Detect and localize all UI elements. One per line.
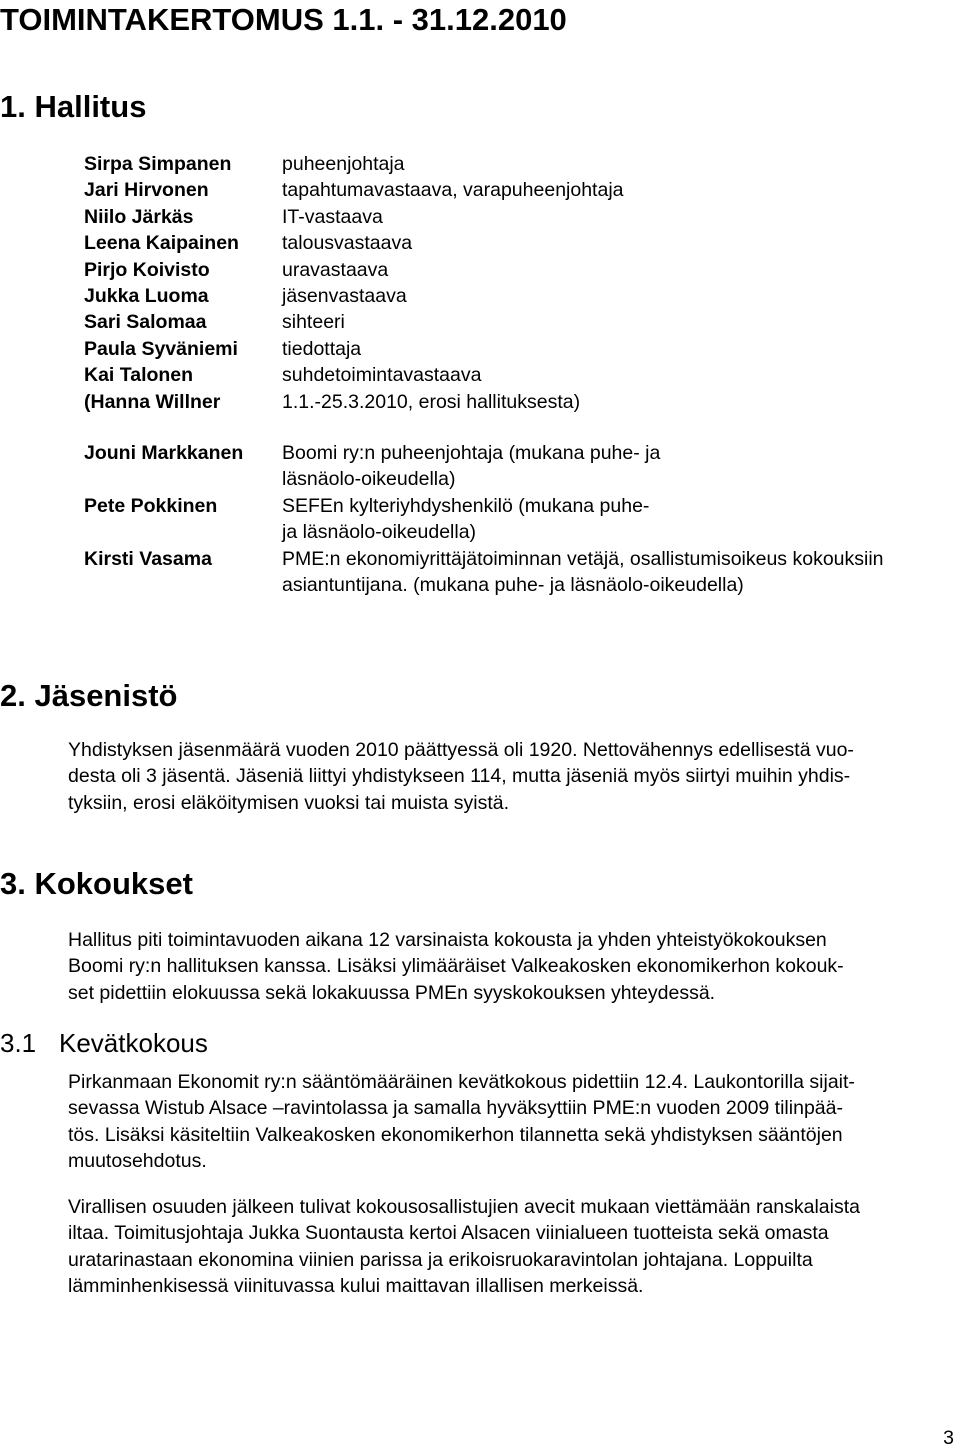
member-name: Jukka Luoma: [84, 285, 209, 308]
role-line: PME:n ekonomiyrittäjätoiminnan vetäjä, osallistumisoikeus kokouksiin: [282, 547, 884, 570]
board-member-row: [84, 151, 944, 177]
paragraph-line: Boomi ry:n hallituksen kanssa. Lisäksi ylimääräiset Valkeakosken ekonomikerhon kokouk-: [68, 955, 844, 978]
member-name: Paula Syväniemi: [84, 337, 238, 360]
paragraph-line: sevassa Wistub Alsace –ravintolassa ja samalla hyväksyttiin PME:n vuoden 2009 tilinpää-: [68, 1097, 843, 1120]
board-member-row: [84, 389, 944, 415]
member-role: jäsenvastaava: [282, 285, 407, 308]
representative-name: Jouni Markkanen: [84, 442, 244, 464]
paragraph-line: Yhdistyksen jäsenmäärä vuoden 2010 päättyessä oli 1920. Nettovähennys edellisestä vuo-: [68, 739, 854, 761]
paragraph-line: uratarinastaan ekonomina viinien parissa ja erikoisruokaravintolan johtajana. Loppuilta: [68, 1248, 813, 1271]
member-name: (Hanna Willner: [84, 390, 221, 413]
subsection-heading-kevatkokous: Kevätkokous: [59, 1028, 208, 1058]
member-name: Sari Salomaa: [84, 311, 207, 334]
member-role: 1.1.-25.3.2010, erosi hallituksesta): [282, 390, 581, 413]
paragraph-line: tyksiin, erosi eläköitymisen vuoksi tai muista syistä.: [68, 791, 510, 814]
board-members-list: [84, 151, 944, 415]
role-line: SEFEn kylteriyhdyshenkilö (mukana puhe-: [282, 494, 650, 517]
membership-paragraph: [68, 737, 948, 816]
representative-row: [84, 546, 960, 599]
representative-role: [282, 440, 960, 493]
role-line: ja läsnäolo-oikeudella): [282, 521, 477, 544]
document-title: TOIMINTAKERTOMUS 1.1. - 31.12.2010: [0, 2, 567, 37]
member-role: puheenjohtaja: [282, 153, 405, 175]
representative-name: Kirsti Vasama: [84, 547, 212, 570]
representative-row: [84, 440, 960, 493]
spring-meeting-evening-paragraph: [68, 1194, 948, 1300]
paragraph-line: Pirkanmaan Ekonomit ry:n sääntömääräinen kevätkokous pidettiin 12.4. Laukontorilla sijait-: [68, 1071, 855, 1093]
board-member-row: [84, 336, 944, 362]
member-role: sihteeri: [282, 311, 345, 334]
member-role: uravastaava: [282, 258, 389, 281]
board-member-row: [84, 283, 944, 309]
role-line: Boomi ry:n puheenjohtaja (mukana puhe- ja: [282, 442, 661, 464]
member-name: Leena Kaipainen: [84, 232, 239, 255]
member-role: suhdetoimintavastaava: [282, 364, 482, 387]
board-member-row: [84, 230, 944, 256]
paragraph-line: desta oli 3 jäsentä. Jäseniä liittyi yhdistykseen 114, mutta jäseniä myös siirtyi muihin yhdis-: [68, 765, 851, 788]
section-heading-jasenisto: 2. Jäsenistö: [0, 678, 178, 713]
paragraph-line: lämminhenkisessä viinituvassa kului maittavan illallisen merkeissä.: [68, 1275, 644, 1298]
representative-role: [282, 546, 960, 599]
subsection-number: 3.1: [0, 1028, 37, 1058]
meetings-paragraph: [68, 927, 948, 1006]
paragraph-line: Hallitus piti toimintavuoden aikana 12 varsinaista kokousta ja yhden yhteistyökokouksen: [68, 929, 827, 951]
member-role: tiedottaja: [282, 337, 362, 360]
board-member-row: [84, 177, 944, 203]
member-role: tapahtumavastaava, varapuheenjohtaja: [282, 179, 624, 202]
member-role: talousvastaava: [282, 232, 413, 255]
paragraph-line: muutosehdotus.: [68, 1150, 207, 1173]
member-name: Sirpa Simpanen: [84, 153, 232, 175]
representative-name: Pete Pokkinen: [84, 494, 218, 517]
member-name: Pirjo Koivisto: [84, 258, 210, 281]
board-member-row: [84, 362, 944, 388]
representative-role: [282, 493, 960, 546]
paragraph-line: Virallisen osuuden jälkeen tulivat kokousosallistujien avecit mukaan viettämään ranskalaista: [68, 1196, 860, 1218]
board-member-row: [84, 309, 944, 335]
member-name: Niilo Järkäs: [84, 205, 194, 228]
paragraph-line: set pidettiin elokuussa sekä lokakuussa PMEn syyskokouksen yhteydessä.: [68, 981, 716, 1004]
member-name: Kai Talonen: [84, 364, 194, 387]
representatives-list: [84, 440, 960, 598]
page-number: 3: [943, 1427, 954, 1449]
role-line: läsnäolo-oikeudella): [282, 468, 456, 491]
member-name: Jari Hirvonen: [84, 179, 209, 202]
section-heading-hallitus: 1. Hallitus: [0, 89, 147, 124]
member-role: IT-vastaava: [282, 205, 383, 228]
paragraph-line: iltaa. Toimitusjohtaja Jukka Suontausta kertoi Alsacen viinialueen tuotteista sekä omasta: [68, 1222, 829, 1245]
section-heading-kokoukset: 3. Kokoukset: [0, 866, 193, 901]
representative-row: [84, 493, 960, 546]
role-line: asiantuntijana. (mukana puhe- ja läsnäolo-oikeudella): [282, 574, 744, 597]
board-member-row: [84, 257, 944, 283]
board-member-row: [84, 204, 944, 230]
paragraph-line: tös. Lisäksi käsiteltiin Valkeakosken ekonomikerhon tilannetta sekä yhdistyksen sääntöjen: [68, 1123, 843, 1146]
spring-meeting-paragraph: [68, 1069, 948, 1175]
